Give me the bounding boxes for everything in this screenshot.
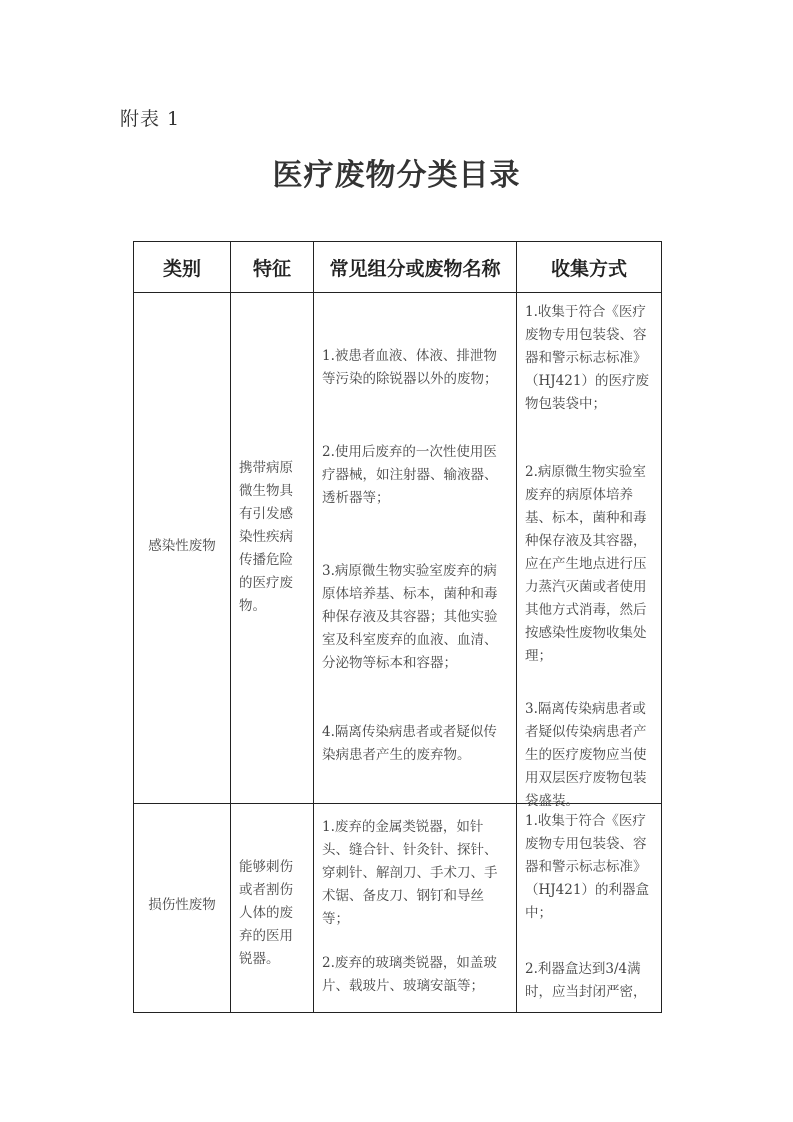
feature-cell [231,293,314,804]
method-item: 2.病原微生物实验室废弃的病原体培养基、标本，菌种和毒种保存液及其容器，应在产生地点进行压力蒸汽灭菌或者使用其他方式消毒，然后按感染性废物收集处理； [525,464,647,664]
feature-cell [231,804,314,1013]
table-row [134,804,662,1013]
header-feature: 特征 [231,242,314,293]
table-header-row [134,242,662,293]
category-label: 感染性废物 [148,538,216,554]
document-title: 医疗废物分类目录 [272,158,521,193]
table-row [134,293,662,804]
category-cell [134,293,231,804]
attachment-label: 附表 1 [120,108,181,130]
category-label: 损伤性废物 [148,897,216,913]
feature-text: 携带病原微生物具有引发感染性疾病传播危险的医疗废物。 [239,460,293,614]
component-item: 4.隔离传染病患者或者疑似传染病患者产生的废弃物。 [322,724,497,763]
method-item: 2.利器盒达到3/4满时，应当封闭严密， [525,961,647,1000]
header-category: 类别 [134,242,231,293]
method-item: 3.隔离传染病患者或者疑似传染病患者产生的医疗废物应当使用双层医疗废物包装袋盛装。 [525,701,647,809]
method-item: 1.收集于符合《医疗废物专用包装袋、容器和警示标志标准》（HJ421）的利器盒中； [525,813,649,921]
component-item: 3.病原微生物实验室废弃的病原体培养基、标本，菌种和毒种保存液及其容器；其他实验室及科室废弃的血液、血清、分泌物等标本和容器； [322,563,498,671]
feature-text: 能够刺伤或者割伤人体的废弃的医用锐器。 [239,859,293,967]
component-item: 2.废弃的玻璃类锐器，如盖玻片、载玻片、玻璃安瓿等； [322,955,497,994]
method-item: 1.收集于符合《医疗废物专用包装袋、容器和警示标志标准》（HJ421）的医疗废物包装袋中； [525,304,649,412]
header-components: 常见组分或废物名称 [314,242,517,293]
component-item: 2.使用后废弃的一次性使用医疗器械，如注射器、输液器、透析器等； [322,444,498,506]
header-collection-method: 收集方式 [517,242,662,293]
components-cell [314,804,517,1013]
waste-catalog-table [133,241,662,1013]
category-cell [134,804,231,1013]
component-item: 1.废弃的金属类锐器，如针头、缝合针、针灸针、探针、穿刺针、解剖刀、手术刀、手术锯、备皮刀、钢钉和导丝等； [322,819,498,927]
collection-method-cell [517,293,662,809]
components-cell [314,293,517,804]
collection-method-cell [517,804,662,1013]
component-item: 1.被患者血液、体液、排泄物等污染的除锐器以外的废物； [322,348,498,387]
